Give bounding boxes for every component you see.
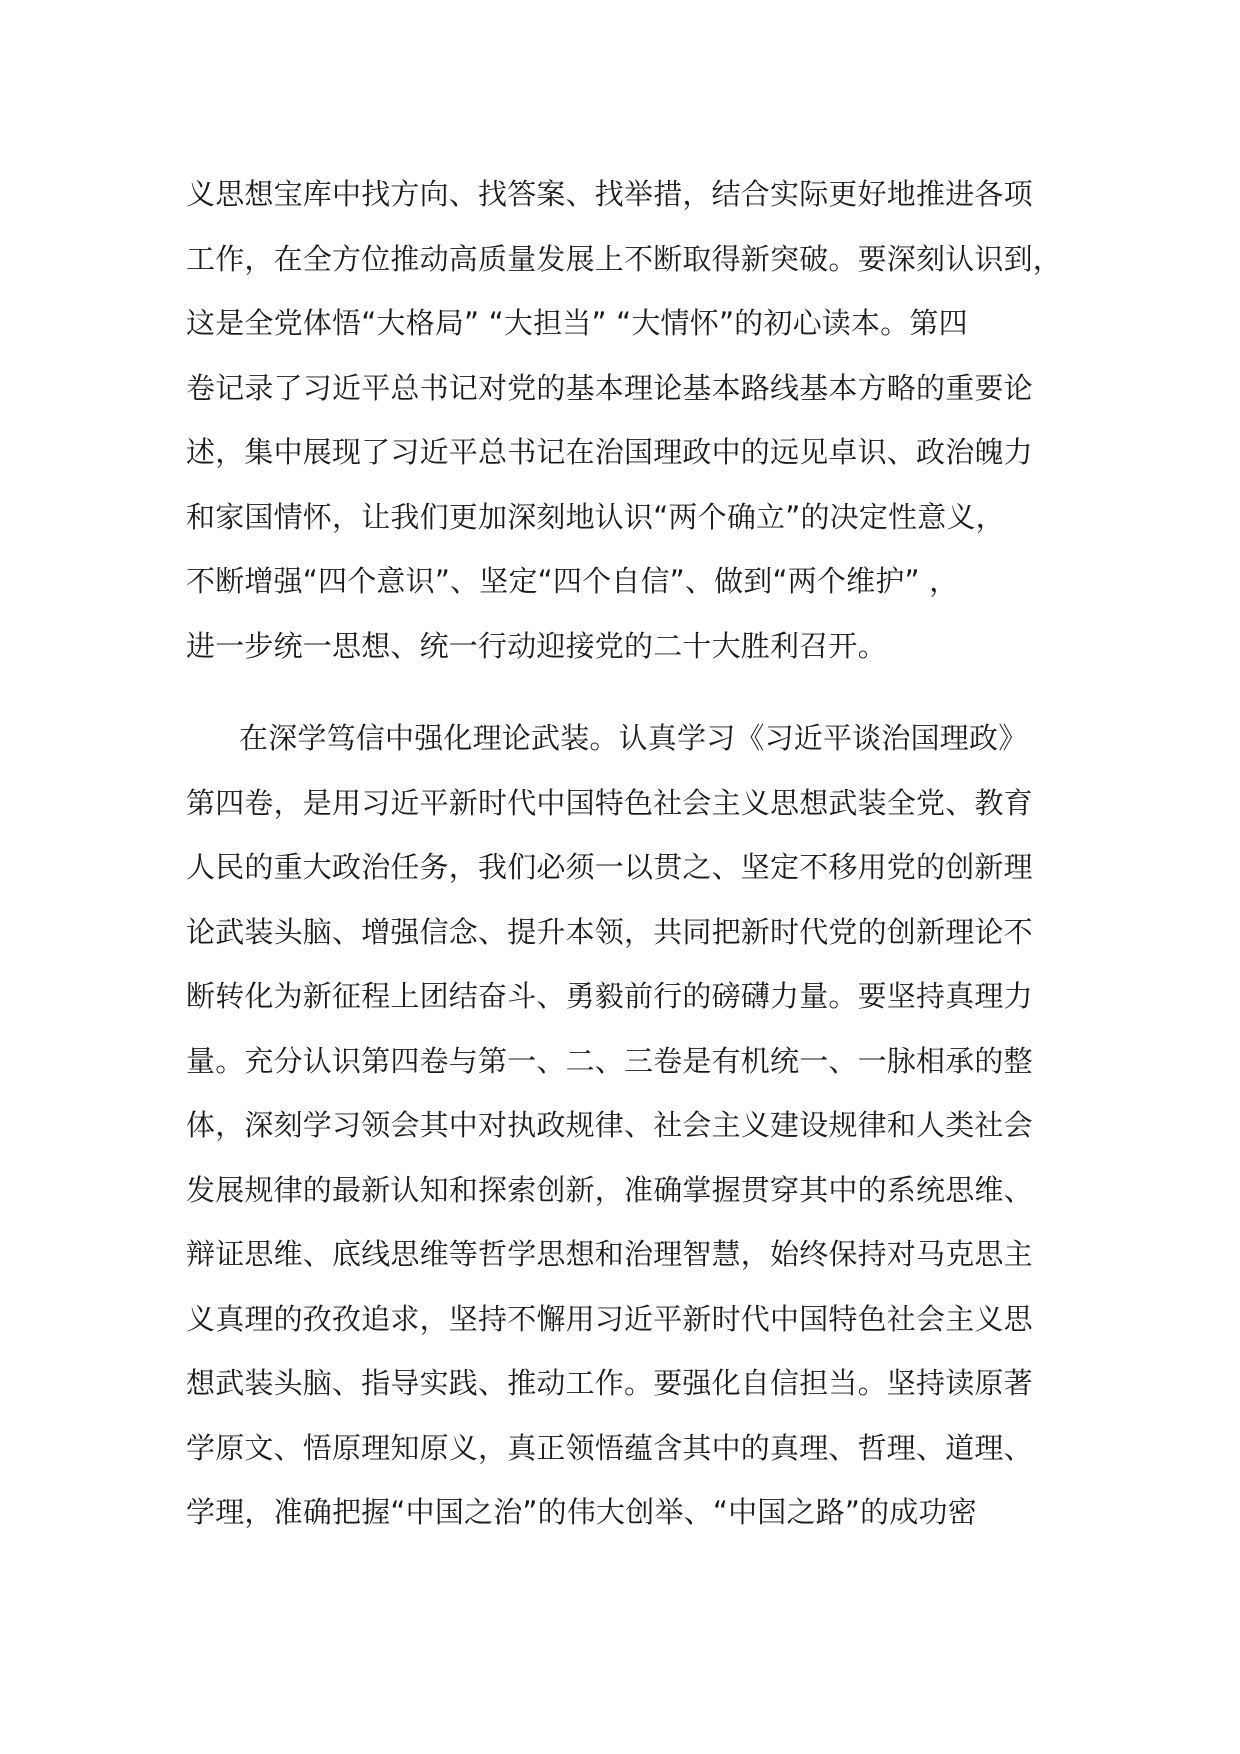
text-line: 量。充分认识第四卷与第一、二、三卷是有机统一、一脉相承的整 — [186, 1043, 1033, 1078]
text-line: 体，深刻学习领会其中对执政规律、社会主义建设规律和人类社会 — [186, 1108, 1033, 1142]
text-line: 第四卷，是用习近平新时代中国特色社会主义思想武装全党、教育 — [186, 785, 1033, 820]
paragraph-1 — [186, 162, 1063, 678]
text-line: 这是全党体悟“大格局” “大担当” “大情怀”的初心读本。第四 — [186, 306, 968, 340]
text-line: 述，集中展现了习近平总书记在治国理政中的远见卓识、政治魄力 — [186, 435, 1033, 469]
text-line: 学理，准确把握“中国之治”的伟大创举、“中国之路”的成功密 — [186, 1495, 977, 1529]
text-line: 发展规律的最新认知和探索创新，准确掌握贯穿其中的系统思维、 — [186, 1172, 1033, 1207]
text-line: 工作，在全方位推动高质量发展上不断取得新突破。要深刻认识到， — [186, 241, 1063, 276]
text-line: 论武装头脑、增强信念、提升本领，共同把新时代党的创新理论不 — [186, 914, 1033, 949]
text-line: 卷记录了习近平总书记对党的基本理论基本路线基本方略的重要论 — [186, 370, 1033, 405]
text-line: 学原文、悟原理知原义，真正领悟蕴含其中的真理、哲理、道理、 — [186, 1430, 1033, 1465]
text-line-first-indented: 在深学笃信中强化理论武装。认真学习《习近平谈治国理政》 — [239, 721, 1028, 755]
text-line: 不断增强“四个意识”、坚定“四个自信”、做到“两个维护” ， — [186, 564, 959, 598]
text-line: 辩证思维、底线思维等哲学思想和治理智慧，始终保持对马克思主 — [186, 1237, 1033, 1271]
text-line: 义真理的孜孜追求，坚持不懈用习近平新时代中国特色社会主义思 — [186, 1301, 1033, 1336]
text-line: 人民的重大政治任务，我们必须一以贯之、坚定不移用党的创新理 — [186, 850, 1033, 884]
text-line: 想武装头脑、指导实践、推动工作。要强化自信担当。坚持读原著 — [186, 1366, 1033, 1400]
text-line: 义思想宝库中找方向、找答案、找举措，结合实际更好地推进各项 — [186, 177, 1033, 211]
text-line: 断转化为新征程上团结奋斗、勇毅前行的磅礴力量。要坚持真理力 — [186, 979, 1033, 1013]
paragraph-2 — [186, 706, 1056, 1545]
text-line: 和家国情怀，让我们更加深刻地认识“两个确立”的决定性意义， — [186, 499, 1005, 534]
text-line: 进一步统一思想、统一行动迎接党的二十大胜利召开。 — [186, 628, 887, 663]
